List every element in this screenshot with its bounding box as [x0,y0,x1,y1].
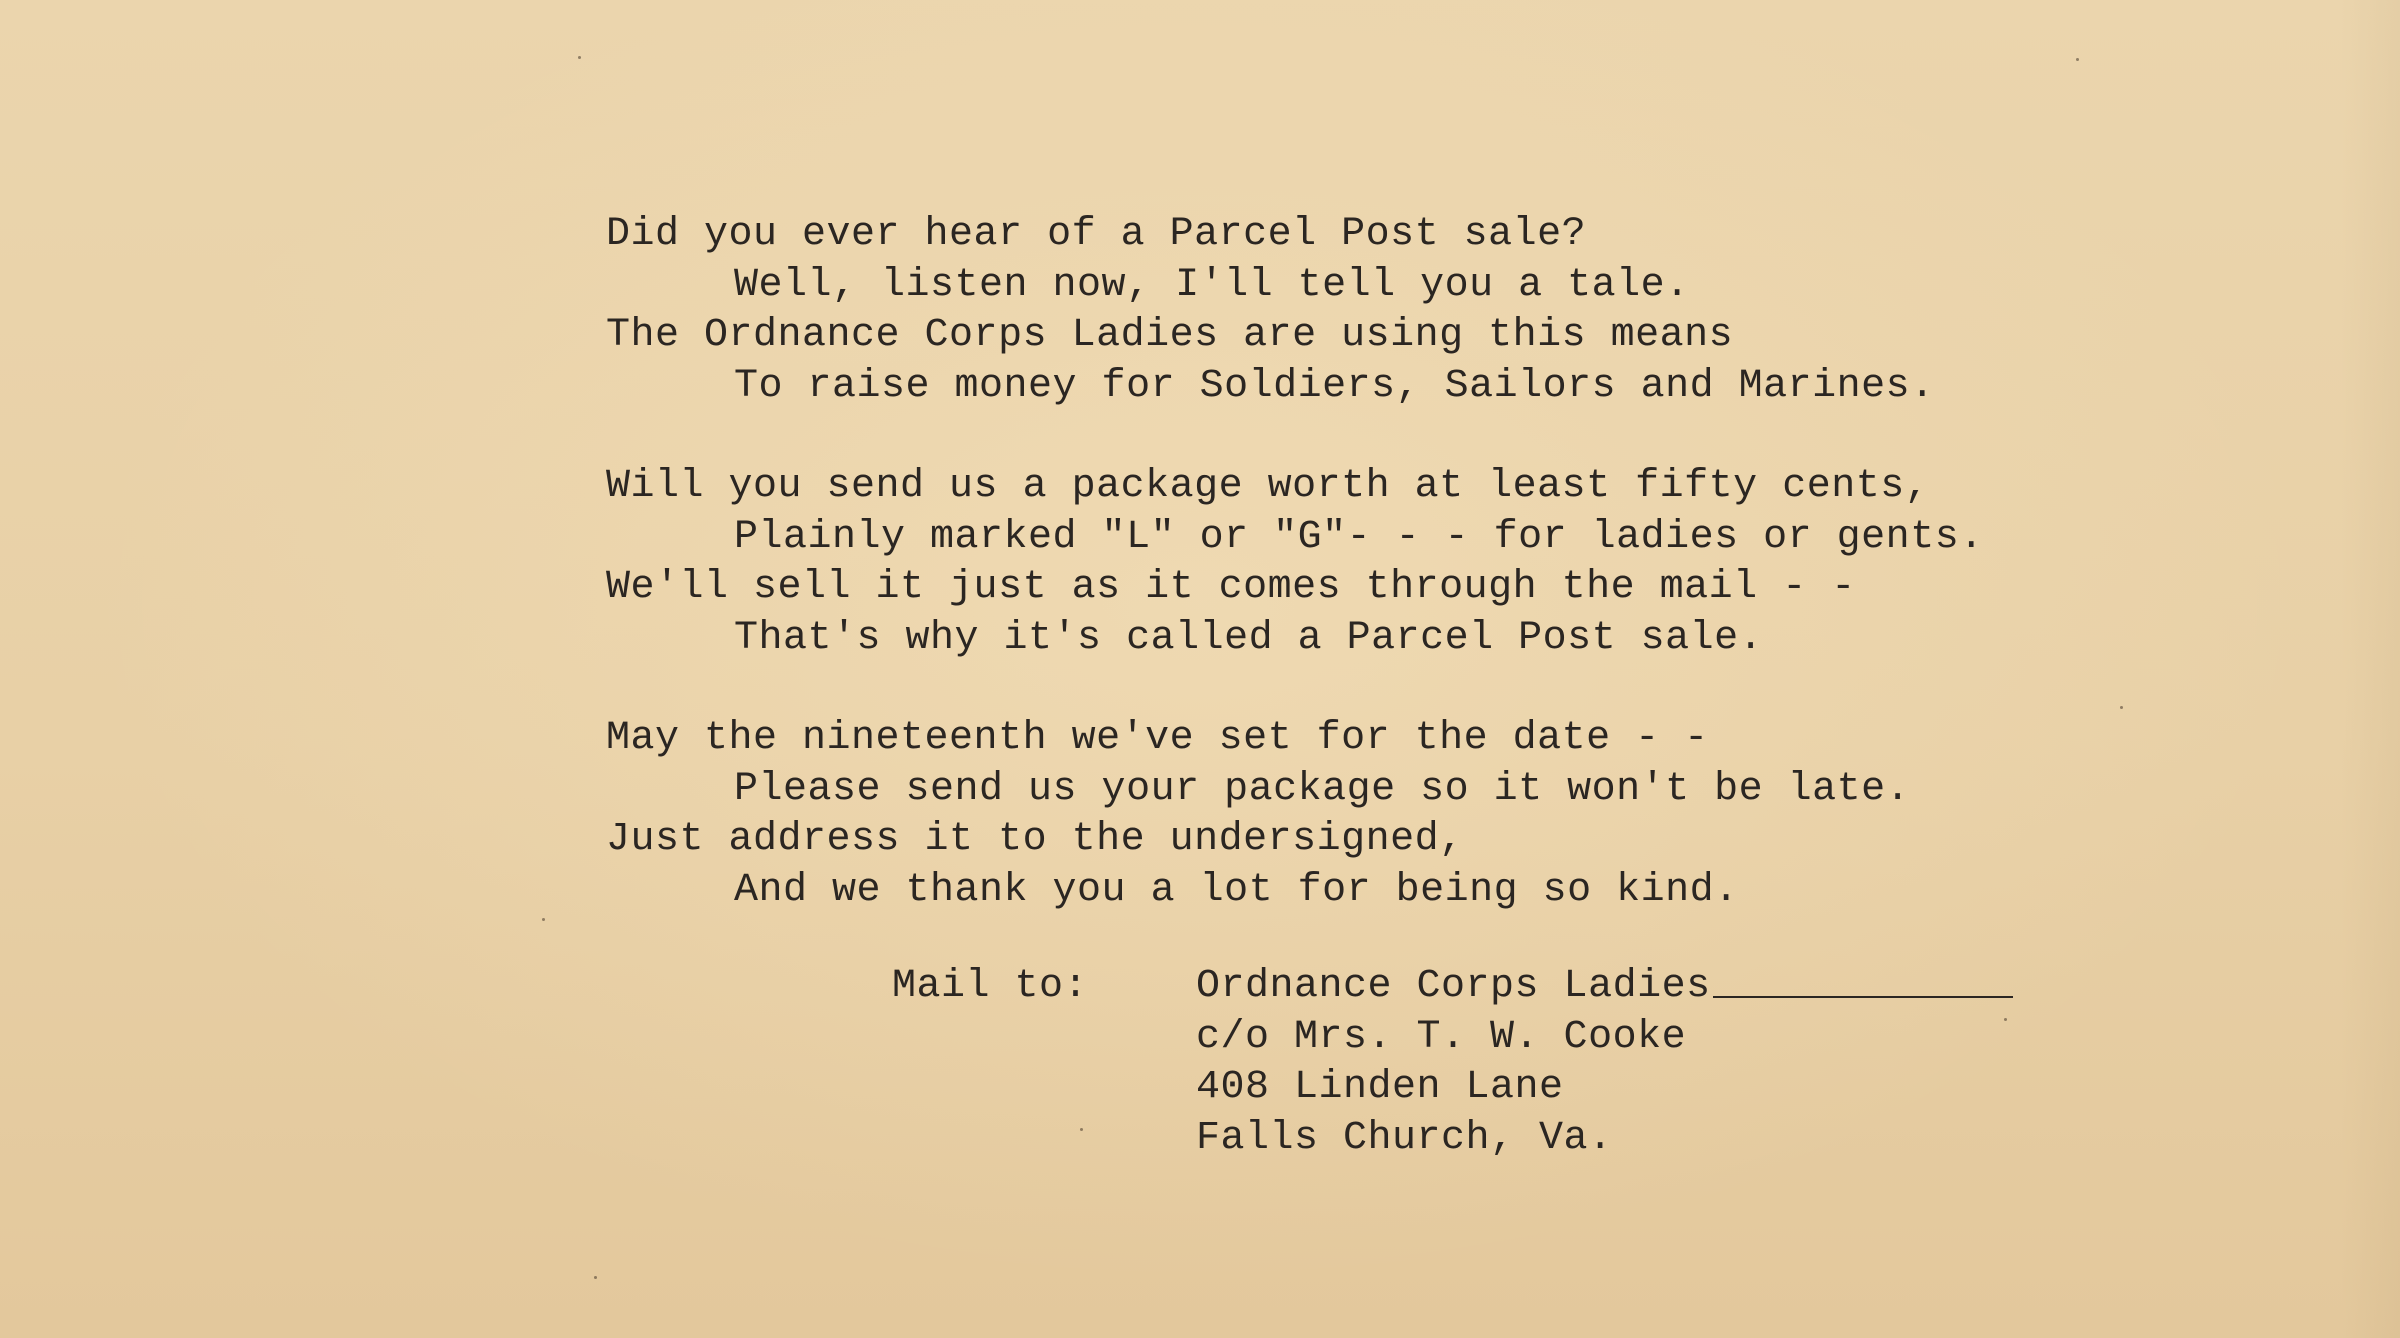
poem-line: Plainly marked "L" or "G"- - - for ladies or gents. [734,514,1984,560]
paper-speck [1080,1128,1083,1131]
address-name: Ordnance Corps Ladies [1196,964,1711,1009]
poem-line: That's why it's called a Parcel Post sale. [734,615,1764,661]
address-line-2: c/o Mrs. T. W. Cooke [1196,1014,1687,1060]
poem-line: To raise money for Soldiers, Sailors and Marines. [734,363,1935,409]
stanza-1 [606,210,1984,412]
stanza-3 [606,714,1984,916]
paper-speck [594,1276,597,1279]
poem-line: Did you ever hear of a Parcel Post sale? [606,212,1587,257]
address-line-3: 408 Linden Lane [1196,1065,1564,1110]
paper-speck [2120,706,2123,709]
paper-speck [578,56,581,59]
mail-to-block [892,962,2013,1164]
poem-line: Just address it to the undersigned, [606,817,1464,862]
poem-line: Please send us your package so it won't be late. [734,766,1911,812]
poem-line: And we thank you a lot for being so kind. [734,867,1739,913]
stanza-2 [606,462,1984,664]
address-line-1 [1196,962,2013,1013]
paper-speck [2004,1018,2007,1021]
poem-line: We'll sell it just as it comes through the mail - - [606,565,1856,610]
poem-line: May the nineteenth we've set for the date - - [606,716,1709,761]
poem [606,210,1984,966]
poem-line: Well, listen now, I'll tell you a tale. [734,262,1690,308]
mailing-address [1196,962,2013,1164]
poem-line: Will you send us a package worth at least fifty cents, [606,464,1930,509]
blank-underline [1713,996,2013,998]
mail-to-label: Mail to: [892,964,1089,1009]
paper-speck [542,918,545,921]
paper-speck [2076,58,2079,61]
poem-line: The Ordnance Corps Ladies are using this means [606,313,1734,358]
address-line-4: Falls Church, Va. [1196,1115,1613,1161]
